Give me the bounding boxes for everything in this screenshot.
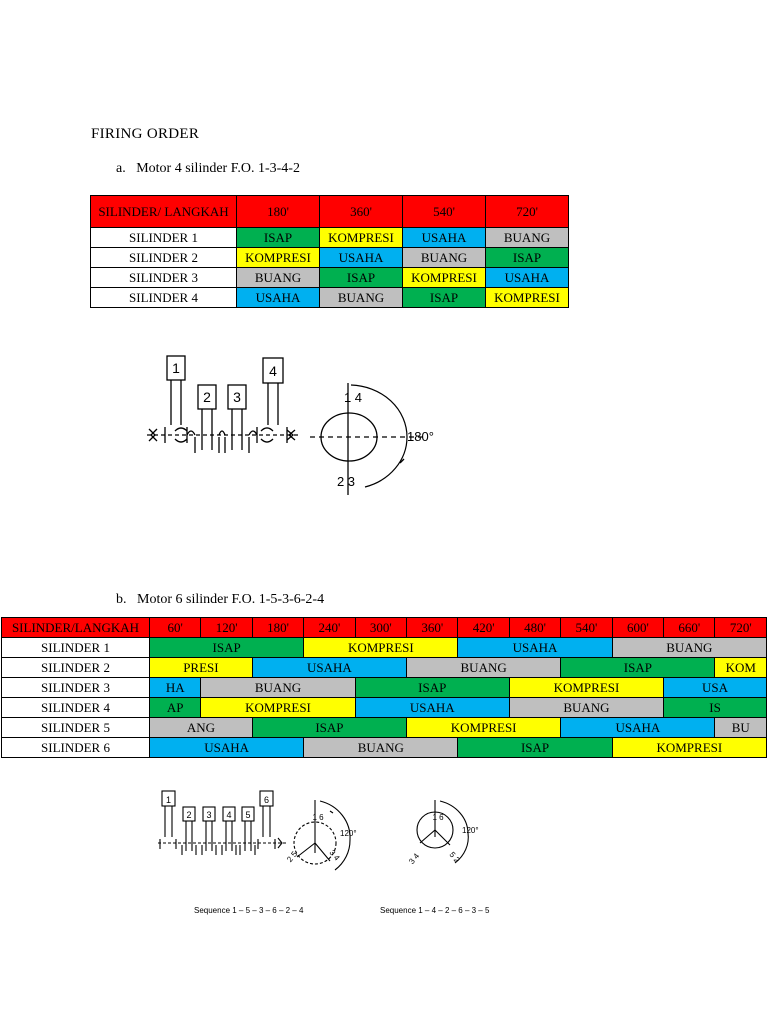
left-tdc-top-label: 1 6 [312,813,324,822]
stroke-cell: ISAP [486,248,569,268]
table-row [2,718,767,738]
row-label: SILINDER 2 [2,658,150,678]
caption-right: Sequence 1 – 4 – 2 – 6 – 3 – 5 [380,906,490,915]
stroke-cell: USAHA [237,288,320,308]
right-angle-label: 120° [462,826,479,835]
stroke-cell: ANG [150,718,253,738]
stroke-cell: ISAP [320,268,403,288]
table-row [2,678,767,698]
row-label: SILINDER 5 [2,718,150,738]
section-a-text: Motor 4 silinder F.O. 1-3-4-2 [136,161,300,176]
table-row [91,228,569,248]
cyl-b-1: 1 [165,795,172,805]
table-row [2,658,767,678]
stroke-cell: ISAP [252,718,406,738]
table-b-header-9: 600' [612,618,663,638]
cyl-b-6: 6 [263,795,270,805]
table-a-header-row [91,196,569,228]
row-label: SILINDER 2 [91,248,237,268]
cyl-b-2: 2 [186,810,192,820]
left-lower-left-label: 2 5 [285,849,300,864]
table-a-header-3: 720' [486,196,569,228]
right-tdc-top-label: 1 6 [432,813,444,822]
stroke-cell: KOM [715,658,767,678]
stroke-cell: KOMPRESI [403,268,486,288]
cylinder-2-number: 2 [203,389,211,405]
table-row [91,288,569,308]
section-b-title [116,592,324,608]
table-b-header-10: 660' [664,618,715,638]
tdc-bottom-label: 2 3 [336,474,356,489]
table-a-header-label: SILINDER/ LANGKAH [91,196,237,228]
stroke-cell: ISAP [403,288,486,308]
crankshaft-sketch [147,380,300,453]
stroke-cell: ISAP [458,738,612,758]
stroke-cell: ISAP [150,638,304,658]
row-label: SILINDER 6 [2,738,150,758]
stroke-cell: USA [664,678,767,698]
stroke-cell: BUANG [407,658,561,678]
stroke-cell: BUANG [486,228,569,248]
stroke-cell: PRESI [150,658,253,678]
crankshaft-diagram-6-cylinder [150,785,530,920]
table-b-header-7: 480' [509,618,560,638]
stroke-cell: ISAP [237,228,320,248]
stroke-cell: HA [150,678,201,698]
stroke-cell: USAHA [403,228,486,248]
firing-table-4-cylinder [90,195,569,308]
table-row [2,698,767,718]
table-a-header-2: 540' [403,196,486,228]
stroke-cell: AP [150,698,201,718]
row-label: SILINDER 3 [2,678,150,698]
table-b-header-label: SILINDER/LANGKAH [2,618,150,638]
stroke-cell: KOMPRESI [486,288,569,308]
table-row [2,738,767,758]
cylinder-1-number: 1 [172,360,180,376]
angle-label-180: 180° [407,429,434,444]
caption-left: Sequence 1 – 5 – 3 – 6 – 2 – 4 [194,906,304,915]
tdc-top-label: 1 4 [343,390,363,405]
right-lower-right-label: 5 2 [447,850,462,865]
cyl-b-5: 5 [245,810,251,820]
right-lower-left-label: 3 4 [407,851,422,866]
stroke-cell: BUANG [320,288,403,308]
stroke-cell: KOMPRESI [612,738,766,758]
cylinder-4-number: 4 [269,363,277,379]
table-b-header-11: 720' [715,618,767,638]
table-a-header-1: 360' [320,196,403,228]
section-a-marker: a. [116,161,126,176]
stroke-cell: KOMPRESI [407,718,561,738]
section-a-title [116,161,300,177]
stroke-cell: BUANG [509,698,663,718]
crankshaft-diagram-4-cylinder [135,345,460,500]
stroke-cell: KOMPRESI [237,248,320,268]
stroke-cell: KOMPRESI [304,638,458,658]
stroke-cell: BUANG [612,638,766,658]
table-b-header-4: 300' [355,618,406,638]
table-row [91,248,569,268]
left-angle-label: 120° [340,829,357,838]
stroke-cell: USAHA [150,738,304,758]
stroke-cell: USAHA [458,638,612,658]
stroke-cell: KOMPRESI [201,698,355,718]
table-row [91,268,569,288]
row-label: SILINDER 1 [2,638,150,658]
section-b-text: Motor 6 silinder F.O. 1-5-3-6-2-4 [137,592,325,607]
firing-table-6-cylinder [1,617,767,758]
table-b-header-2: 180' [252,618,303,638]
stroke-cell: KOMPRESI [320,228,403,248]
table-b-header-1: 120' [201,618,252,638]
cylinder-3-number: 3 [233,389,241,405]
crankshaft-sketch-b [158,806,286,855]
table-b-header-0: 60' [150,618,201,638]
stroke-cell: BUANG [304,738,458,758]
table-row [2,638,767,658]
stroke-cell: USAHA [252,658,406,678]
table-b-header-8: 540' [561,618,612,638]
row-label: SILINDER 1 [91,228,237,248]
stroke-cell: KOMPRESI [509,678,663,698]
cyl-b-3: 3 [206,810,212,820]
table-b-header-3: 240' [304,618,355,638]
row-label: SILINDER 4 [91,288,237,308]
stroke-cell: USAHA [355,698,509,718]
stroke-cell: BU [715,718,767,738]
stroke-cell: BUANG [403,248,486,268]
stroke-cell: USAHA [320,248,403,268]
firing-angle-circle-right [417,800,468,863]
stroke-cell: BUANG [237,268,320,288]
table-b-header-row [2,618,767,638]
stroke-cell: ISAP [561,658,715,678]
stroke-cell: ISAP [355,678,509,698]
section-b-marker: b. [116,592,127,607]
row-label: SILINDER 3 [91,268,237,288]
table-b-header-6: 420' [458,618,509,638]
stroke-cell: USAHA [561,718,715,738]
page-heading: FIRING ORDER [91,126,200,142]
stroke-cell: BUANG [201,678,355,698]
table-a-header-0: 180' [237,196,320,228]
stroke-cell: USAHA [486,268,569,288]
stroke-cell: IS [664,698,767,718]
table-b-header-5: 360' [407,618,458,638]
row-label: SILINDER 4 [2,698,150,718]
left-lower-right-label: 3 4 [327,848,342,863]
cyl-b-4: 4 [226,810,232,820]
